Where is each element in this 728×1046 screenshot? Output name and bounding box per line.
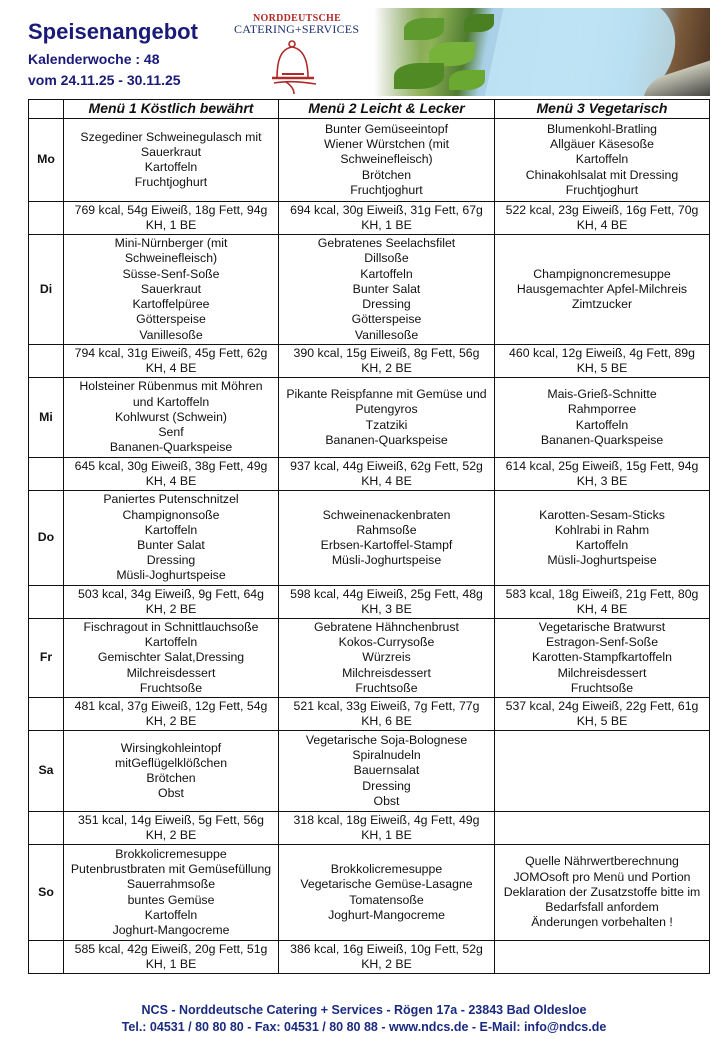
dish-line: Szegediner Schweinegulasch mit [80, 129, 262, 144]
logo-text-bottom: CATERING+SERVICES [234, 22, 360, 36]
empty-day-cell [29, 202, 64, 235]
nutrition-line: 351 kcal, 14g Eiweiß, 5g Fett, 56g [78, 812, 264, 827]
dish-line: Gebratenes Seelachsfilet [317, 236, 456, 251]
nutrition-line: KH, 6 BE [361, 714, 412, 728]
nutrition-3-cell [495, 586, 710, 619]
dish-line: Champignoncremesuppe [533, 266, 671, 281]
nutrition-2-cell [279, 941, 495, 974]
day-row-sa [29, 731, 710, 812]
dish-line: Fruchtsoße [355, 680, 418, 695]
nutrition-row-do [29, 586, 710, 619]
nutrition-line: 386 kcal, 16g Eiweiß, 10g Fett, 52g [290, 941, 483, 956]
dish-line: Schweinefleisch) [340, 152, 433, 167]
nutrition-line: 937 kcal, 44g Eiweiß, 62g Fett, 52g [290, 458, 483, 473]
dish-line: Hausgemachter Apfel-Milchreis [516, 281, 688, 296]
nutrition-line: 390 kcal, 15g Eiweiß, 8g Fett, 56g [293, 345, 480, 360]
day-label: Mi [29, 378, 64, 458]
dish-line: Mais-Grieß-Schnitte [547, 387, 657, 402]
menu-3-cell [495, 235, 710, 345]
day-label: Mo [29, 119, 64, 202]
dish-line: Müsli-Joghurtspeise [331, 553, 442, 568]
nutrition-2-cell [279, 586, 495, 619]
nutrition-2-cell [279, 812, 495, 845]
dish-line: Putengyros [355, 402, 418, 417]
dish-line: Paniertes Putenschnitzel [103, 492, 239, 507]
menu-3-cell [495, 119, 710, 202]
dish-line: Bananen-Quarkspeise [325, 432, 448, 447]
menu-3-cell [495, 491, 710, 586]
dish-line: Brokkolicremesuppe [115, 846, 227, 861]
logo-text-top: NORDDEUTSCHE [253, 13, 342, 24]
dish-line: Gebratene Hähnchenbrust [314, 619, 459, 634]
nutrition-line: KH, 4 BE [576, 602, 628, 616]
menu-2-cell [279, 619, 495, 698]
nutrition-line: 694 kcal, 30g Eiweiß, 31g Fett, 67g [290, 202, 483, 217]
nutrition-line: KH, 5 BE [576, 714, 628, 728]
menu-3-cell [495, 378, 710, 458]
dish-line: Spiralnudeln [352, 748, 421, 763]
nutrition-line: KH, 3 BE [361, 602, 412, 616]
dish-line: Vegetarische Soja-Bolognese [305, 732, 468, 747]
nutrition-2-cell [279, 458, 495, 491]
menu-1-cell [64, 491, 279, 586]
nutrition-line: KH, 2 BE [145, 828, 197, 842]
nutrition-1-cell [64, 458, 279, 491]
nutrition-1-cell [64, 345, 279, 378]
dish-line: und Kartoffeln [132, 394, 210, 409]
menu-3-cell [495, 619, 710, 698]
dish-line: Estragon-Senf-Soße [545, 635, 659, 650]
nutrition-line: KH, 4 BE [361, 474, 412, 488]
nutrition-line: KH, 4 BE [576, 218, 628, 232]
dish-line: Kartoffeln [360, 266, 413, 281]
dish-line: Vegetarische Gemüse-Lasagne [300, 877, 473, 892]
empty-day-cell [29, 941, 64, 974]
empty-day-cell [29, 458, 64, 491]
nutrition-row-fr [29, 698, 710, 731]
nutrition-row-sa [29, 812, 710, 845]
dish-line: Gemischter Salat,Dressing [97, 650, 245, 665]
nutrition-3-cell [495, 941, 710, 974]
nutrition-1-cell [64, 812, 279, 845]
dish-line: Karotten-Sesam-Sticks [539, 507, 665, 522]
dish-line: Blumenkohl-Bratling [546, 121, 658, 136]
dish-line: Milchreisdessert [557, 665, 647, 680]
dish-line: Putenbrustbraten mit Gemüsefüllung [70, 862, 272, 877]
dish-line: Kartoffeln [144, 907, 198, 922]
nutrition-3-cell [495, 202, 710, 235]
menu-2-cell [279, 378, 495, 458]
nutrition-line: KH, 1 BE [145, 218, 197, 232]
dish-line: Allgäuer Käsesoße [550, 137, 654, 152]
nutrition-3-cell [495, 698, 710, 731]
nutrition-line: 522 kcal, 23g Eiweiß, 16g Fett, 70g [505, 202, 699, 217]
nutrition-row-di [29, 345, 710, 378]
dish-line: Wiener Würstchen (mit [323, 137, 450, 152]
dish-line: Joghurt-Mangocreme [112, 922, 230, 937]
dish-line: Sauerkraut [140, 281, 202, 296]
dish-line: Fruchtjoghurt [565, 182, 639, 197]
menu-1-cell [64, 119, 279, 202]
day-row-fr [29, 619, 710, 698]
day-label: Di [29, 235, 64, 345]
nutrition-3-cell [495, 812, 710, 845]
dish-line: Kartoffeln [144, 635, 198, 650]
menu-1-cell [64, 731, 279, 812]
menu-3-cell [495, 731, 710, 812]
day-label: Sa [29, 731, 64, 812]
nutrition-3-cell [495, 458, 710, 491]
nutrition-line: KH, 2 BE [145, 714, 197, 728]
nutrition-line: 460 kcal, 12g Eiweiß, 4g Fett, 89g [509, 345, 695, 360]
dish-line: Kohlwurst (Schwein) [114, 409, 228, 424]
dish-line: Tzatziki [365, 417, 408, 432]
header-photo [374, 8, 710, 96]
dish-line: Würzreis [362, 650, 411, 665]
dish-line: Kartoffeln [144, 160, 198, 174]
nutrition-line: KH, 1 BE [145, 957, 197, 971]
column-header-day [29, 100, 64, 119]
dish-line: Chinakohlsalat mit Dressing [525, 167, 679, 182]
empty-day-cell [29, 345, 64, 378]
dish-line: Rahmporree [567, 402, 637, 417]
empty-day-cell [29, 812, 64, 845]
dish-line: Müsli-Joghurtspeise [116, 568, 226, 583]
nutrition-line: KH, 4 BE [145, 474, 197, 488]
nutrition-line: 645 kcal, 30g Eiweiß, 38g Fett, 49g [74, 458, 268, 473]
menu-2-cell [279, 845, 495, 941]
column-header-menu-2: Menü 2 Leicht & Lecker [279, 100, 495, 119]
day-row-mo [29, 119, 710, 202]
dish-line: Vegetarische Bratwurst [538, 619, 666, 634]
menu-1-cell [64, 619, 279, 698]
dish-line: Müsli-Joghurtspeise [547, 553, 657, 568]
empty-day-cell [29, 698, 64, 731]
calendar-week: Kalenderwoche : 48 [28, 51, 160, 67]
nutrition-row-so [29, 941, 710, 974]
menu-3-cell [495, 845, 710, 941]
nutrition-1-cell [64, 586, 279, 619]
dish-line: Kartoffeln [575, 538, 629, 552]
menu-2-cell [279, 235, 495, 345]
nutrition-line: 318 kcal, 18g Eiweiß, 4g Fett, 49g [293, 812, 480, 827]
dish-line: Brötchen [146, 771, 196, 785]
dish-line: Bunter Salat [352, 281, 421, 296]
nutrition-2-cell [279, 698, 495, 731]
dish-line: Senf [158, 425, 184, 440]
dish-line: Bauernsalat [353, 763, 420, 778]
dish-line: Dressing [362, 297, 411, 312]
nutrition-line: KH, 2 BE [361, 361, 412, 375]
dish-line: Schweinefleisch) [124, 251, 218, 266]
menu-1-cell [64, 845, 279, 941]
nutrition-line: 585 kcal, 42g Eiweiß, 20g Fett, 51g [74, 941, 268, 956]
dish-line: JOMOsoft pro Menü und Portion [513, 869, 691, 884]
dish-line: mitGeflügelklößchen [114, 755, 228, 770]
dish-line: Sauerrahmsoße [126, 877, 216, 892]
dish-line: Fruchtsoße [570, 680, 634, 695]
day-row-di [29, 235, 710, 345]
dish-line: Kartoffeln [575, 152, 629, 167]
dish-line: Bedarfsfall anfordem [545, 900, 659, 915]
day-row-so [29, 845, 710, 941]
herb-leaf [404, 18, 444, 40]
dish-line: Bananen-Quarkspeise [540, 432, 664, 447]
nutrition-2-cell [279, 345, 495, 378]
dish-line: Erbsen-Kartoffel-Stampf [320, 538, 453, 552]
nutrition-line: KH, 2 BE [145, 602, 197, 616]
dish-line: Zimtzucker [571, 297, 633, 312]
dish-line: Schweinenackenbraten [322, 507, 451, 522]
nutrition-row-mi [29, 458, 710, 491]
herb-leaf [394, 63, 444, 89]
herb-leaf [464, 14, 494, 32]
company-logo [230, 10, 358, 96]
dish-line: Fruchtsoße [139, 680, 203, 695]
dish-line: Sauerkraut [140, 144, 202, 159]
day-label: So [29, 845, 64, 941]
menu-table [28, 99, 710, 974]
nutrition-1-cell [64, 941, 279, 974]
dish-line: Tomatensoße [349, 892, 424, 907]
footer-address: NCS - Norddeutsche Catering + Services - Rögen 17a - 23843 Bad Oldesloe [141, 1003, 587, 1017]
menu-2-cell [279, 731, 495, 812]
dish-line: Obst [158, 786, 184, 801]
dish-line: Karotten-Stampfkartoffeln [532, 650, 672, 665]
dish-line: Wirsingkohleintopf [120, 740, 222, 755]
dish-line: Dressing [362, 778, 411, 793]
day-label: Fr [29, 619, 64, 698]
dish-line: Kartoffeln [575, 417, 629, 432]
dish-line: Milchreisdessert [342, 665, 431, 680]
dish-line: Bananen-Quarkspeise [109, 440, 233, 455]
dish-line: buntes Gemüse [127, 892, 215, 907]
dish-line: Brötchen [361, 167, 412, 182]
column-header-menu-1: Menü 1 Köstlich bewährt [64, 100, 279, 119]
dish-line: Götterspeise [351, 312, 422, 327]
header-row [29, 100, 710, 119]
dish-line: Kokos-Currysoße [338, 635, 435, 650]
dish-line: Champignonsoße [122, 507, 220, 522]
dish-line: Götterspeise [136, 312, 206, 327]
dish-line: Joghurt-Mangocreme [328, 907, 445, 922]
nutrition-row-mo [29, 202, 710, 235]
dish-line: Holsteiner Rübenmus mit Möhren [79, 379, 263, 394]
dish-line: Dressing [146, 553, 196, 568]
dish-line: Pikante Reispfanne mit Gemüse und [286, 387, 487, 402]
nutrition-line: KH, 1 BE [361, 828, 412, 842]
nutrition-line: 537 kcal, 24g Eiweiß, 22g Fett, 61g [505, 698, 699, 713]
nutrition-line: 598 kcal, 44g Eiweiß, 25g Fett, 48g [290, 586, 483, 601]
day-row-do [29, 491, 710, 586]
nutrition-line: KH, 5 BE [576, 361, 628, 375]
nutrition-line: KH, 4 BE [145, 361, 197, 375]
dish-line: Süsse-Senf-Soße [122, 266, 220, 281]
dish-line: Quelle Nährwertberechnung [525, 854, 679, 869]
nutrition-line: 521 kcal, 33g Eiweiß, 7g Fett, 77g [293, 698, 480, 713]
nutrition-line: KH, 2 BE [361, 957, 412, 971]
nutrition-3-cell [495, 345, 710, 378]
column-header-menu-3: Menü 3 Vegetarisch [495, 100, 710, 119]
dish-line: Deklaration der Zusatzstoffe bitte im [503, 884, 701, 899]
menu-2-cell [279, 119, 495, 202]
day-label: Do [29, 491, 64, 586]
dish-line: Brokkolicremesuppe [330, 862, 443, 877]
menu-1-cell [64, 235, 279, 345]
herb-leaf [449, 70, 485, 90]
dish-line: Bunter Salat [137, 538, 205, 552]
nutrition-line: 769 kcal, 54g Eiweiß, 18g Fett, 94g [74, 202, 268, 217]
nutrition-line: 614 kcal, 25g Eiweiß, 15g Fett, 94g [505, 458, 699, 473]
dish-line: Fruchtjoghurt [350, 182, 423, 197]
nutrition-line: KH, 3 BE [576, 474, 628, 488]
footer-contact: Tel.: 04531 / 80 80 80 - Fax: 04531 / 80 80 88 - www.ndcs.de - E-Mail: info@ndcs.de [121, 1020, 607, 1034]
dish-line: Kartoffelpüree [132, 297, 210, 312]
dish-line: Vanillesoße [139, 327, 203, 342]
nutrition-1-cell [64, 698, 279, 731]
nutrition-line: 481 kcal, 37g Eiweiß, 12g Fett, 54g [74, 698, 268, 713]
dish-line: Fruchtjoghurt [134, 175, 208, 190]
nutrition-line: 794 kcal, 31g Eiweiß, 45g Fett, 62g [74, 345, 268, 360]
dish-line: Milchreisdessert [126, 665, 216, 680]
dish-line: Vanillesoße [354, 327, 419, 342]
nutrition-1-cell [64, 202, 279, 235]
menu-2-cell [279, 491, 495, 586]
dish-line: Fischragout in Schnittlauchsoße [83, 619, 259, 634]
empty-day-cell [29, 586, 64, 619]
nutrition-line: 583 kcal, 18g Eiweiß, 21g Fett, 80g [505, 586, 699, 601]
dish-line: Kohlrabi in Rahm [554, 522, 650, 537]
dish-line: Bunter Gemüseeintopf [324, 121, 449, 136]
dish-line: Mini-Nürnberger (mit [114, 236, 228, 251]
menu-1-cell [64, 378, 279, 458]
dish-line: Änderungen vorbehalten ! [531, 915, 673, 930]
page-title: Speisenangebot [28, 19, 198, 44]
nutrition-2-cell [279, 202, 495, 235]
date-range: vom 24.11.25 - 30.11.25 [28, 72, 181, 88]
nutrition-line: 503 kcal, 34g Eiweiß, 9g Fett, 64g [78, 586, 264, 601]
day-row-mi [29, 378, 710, 458]
nutrition-line: KH, 1 BE [361, 218, 412, 232]
cloche-icon [230, 10, 358, 96]
dish-line: Dillsoße [364, 251, 409, 266]
dish-line: Kartoffeln [144, 522, 198, 537]
dish-line: Rahmsoße [356, 522, 417, 537]
dish-line: Obst [373, 793, 400, 808]
